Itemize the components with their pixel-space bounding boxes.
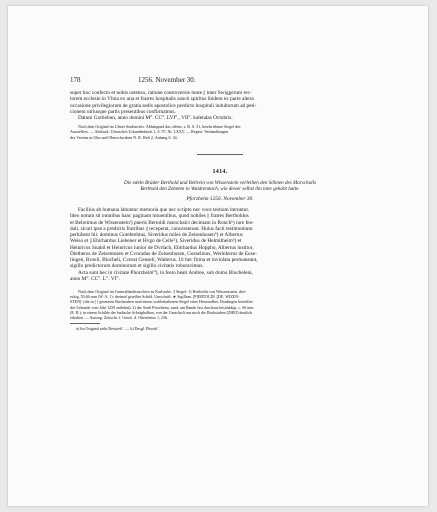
continuation-text xyxy=(70,90,370,121)
page-number: 178 xyxy=(70,76,81,84)
regest-line: Berthold den Zehnten in Waldrennach, wie dieser selbst ihn inne gehabt hatte. xyxy=(140,185,300,192)
note-line: Nach dem Original im Generallandesarchive zu Karlsruhe. 2 Siegel: 1) Bertholds von Weissenstein, drei- xyxy=(78,289,247,295)
text-line: lingen, Rvseli, Blocheli, Cvnrat Genseli, Walterus. Ut hec firma et inviolata permaneant, xyxy=(70,257,258,264)
source-note xyxy=(70,124,370,140)
text-line: torem ecclesie in Vlma ex una et fratres hospitalis sancti spiritus ibidem ex parte altera xyxy=(70,96,254,103)
regest-summary xyxy=(70,180,370,192)
note-line: des Vereins in Ulm und Oberschwaben N. R. Heft 2, Anhang S. 34. xyxy=(70,134,178,140)
dating-clause: Datum Gotliebun, anno domini M°. CC°. LVI°., VII°. kalendas Octobris. xyxy=(78,115,233,121)
page-header xyxy=(70,76,370,86)
document-page xyxy=(8,6,428,506)
note-line: STEN]. (die in [ ] gesetzten Buchstaben sind einem wohlerhaltenen Siegel einer Herrenalber, Dordingen betreffen- xyxy=(70,299,254,305)
note-line: Ausstellers. — Abdruck: Ulmisches Urkundenbuch 1, S. 97, Nr. LXXV. — Regest: Verhandlungen xyxy=(70,129,229,135)
text-line: Weiso et || Ebirhardus Liebener et Hvgo de Celle⁵), Siveridus de Helmitheim⁶) et xyxy=(70,238,242,245)
text-line: Facilius ab humana labuntur memoria que nec scripto nec voce testium iteruntur. xyxy=(78,207,250,214)
footnote: a) Im Original steht Beissteh’. — b) Desgl. Phorzh’. xyxy=(76,326,160,332)
note-line: (E. B.): in einem Schilde der badische Schrägbalken, von der Umschrift nur noch die Buchstaben [ZHEI] deutlich xyxy=(70,309,253,315)
place-date: Pforzheim 1256. November 30. xyxy=(186,196,254,203)
text-line: cionem utriusque partis presentibus confirmamus. xyxy=(70,108,176,115)
archival-note xyxy=(70,289,370,320)
page-content xyxy=(70,76,370,331)
running-date: 1256. November 30. xyxy=(138,76,196,84)
dating-clause: anno M°. CC°. L°. VI°. xyxy=(70,275,120,282)
text-line: perhibent hii: dominus Gotebrehtus, Siveridus miles de Zeisenhusen⁴) et Albertus xyxy=(70,232,243,239)
text-line: occasione privilegiorum de gratia sedis apostolice predicto hospitali indultorum ad peti- xyxy=(70,102,257,109)
document-number: 1414. xyxy=(212,168,228,175)
text-line: et Belreimus de Wissensteinⁱ) pueris Bertoldi marschalci decimam in Ronchᵇ) iure feo- xyxy=(70,219,255,226)
text-line: super hoc confecto et nobis ostenso, ratione controversie mote || inter Swiggerum rec- xyxy=(70,90,252,96)
section-divider xyxy=(197,154,243,155)
note-line: des Urkunde vom Jahr 1259 entlehnt); 2) der Stadt Pforzheim, rund, am Rande fast durchaus beschädigt, c. 60 mm xyxy=(70,304,254,310)
dating-clause: Acta sunt hec in civitate Phorzheim⁰), in festo beati Andree, sub domo Blocheleni, xyxy=(78,269,253,276)
text-line: Ideo notum sit omnibus hanc paginam intuentibus, quod nobiles || fratres Bertholdus xyxy=(70,213,249,220)
text-line: Dietherus de Zeisentusen et Cvnradus de Zeisenhusen, Gosselinus, Werinherus de Euse- xyxy=(70,250,257,257)
text-line: sigillo predictorum dominorum et sigillo civitatis roboravimus. xyxy=(70,263,204,270)
charter-text xyxy=(70,207,370,282)
text-line: Heinricus Snabil et Heinricus iunior de Dvrlach, Ebirhardus Hoppho, Albertus institor, xyxy=(70,244,254,251)
note-line: erhalten. — Auszug: Zeitschr. f. Gesch. d. Oberrheins 1, 236. xyxy=(70,315,168,321)
note-line: eckig, 55,66 mm (W. A. 1): dreimal geteilter Schild. Umschrift: ★ Sigillum. [P]ERTOLDI .[DE. WIZEN- xyxy=(70,294,240,300)
footnote-divider xyxy=(70,323,100,324)
regest-line: Die edeln Brüder Berthold und Beltrein von Wissenstein verleihen den Söhnen des Marschalls xyxy=(124,179,316,186)
note-line: Nach dem Original im Ulmer Stadtarchiv. Abhängend das offene, s. B. S. 31, beschriebene Siegel des xyxy=(78,124,241,130)
text-line: dali, sicuti ipse a predictis fratribus || receperat, concesserunt. Huius facti testimonium xyxy=(70,225,253,232)
